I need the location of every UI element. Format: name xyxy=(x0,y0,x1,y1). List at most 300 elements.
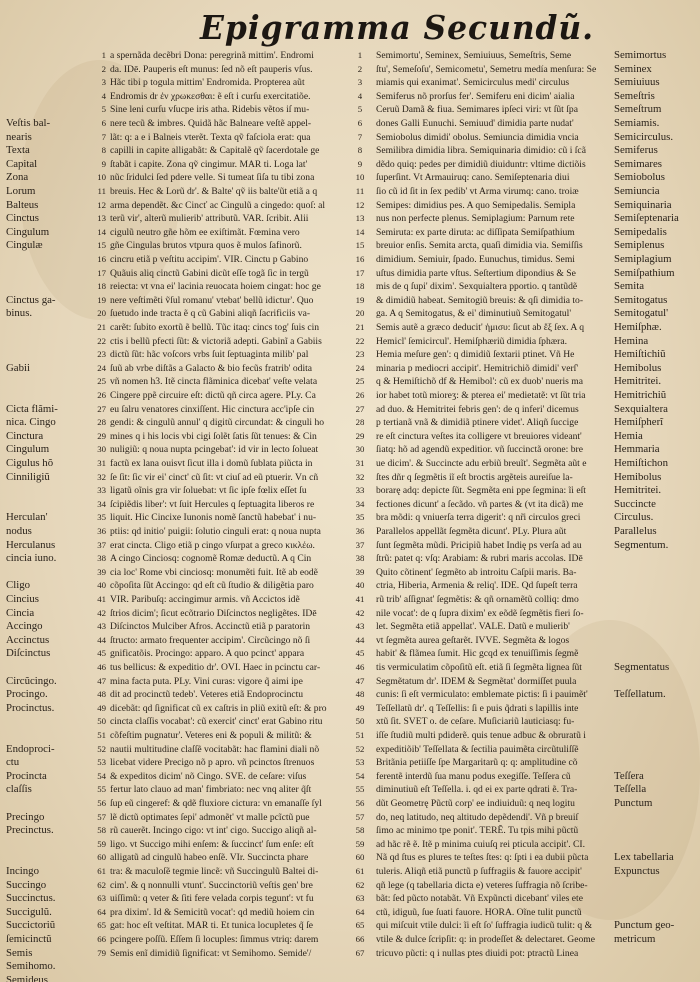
margin-note: Hemiſtichon xyxy=(614,457,668,469)
text-line: dit ad procinctũ tedeb'. Veteres etiã Endoprocinctu xyxy=(110,689,304,701)
line-number: 38 xyxy=(97,553,106,564)
margin-note: cincia iuno. xyxy=(6,552,57,565)
line-number: 44 xyxy=(97,634,106,645)
text-line: carẽt: ſubito exortũ ẽ bellũ. Tũc itaq: cincs tog' ſuis cin xyxy=(110,322,320,333)
margin-note: Segmentum. xyxy=(614,538,669,551)
line-number: 13 xyxy=(97,213,106,224)
line-number: 49 xyxy=(97,702,106,713)
margin-note: Procingo. xyxy=(6,688,48,701)
text-line: q & Hemiſtichõ df & Hemibol': cũ ex duob' nueris ma xyxy=(376,376,584,388)
line-number: 45 xyxy=(355,648,365,659)
margin-note: Semiplagium xyxy=(614,253,672,265)
text-line: Parallelos appellãt ſegmẽta dicunt'. PLy. Plura aũt xyxy=(376,526,567,537)
text-line: Semilibra dimidia libra. Semiquinaria dimidio: cũ i ſcã xyxy=(376,145,586,157)
line-number: 29 xyxy=(97,430,106,441)
text-line: borarę adq: depicte ſũt. Segmẽta eni ppe ſegmina: ĩi eſt xyxy=(376,485,586,497)
text-line: bãt: ſed pũcto notabãt. Vñ Expũncti dicebant' viles ete xyxy=(376,893,583,905)
margin-note: Hemitrichiũ xyxy=(614,389,667,401)
line-number: 3 xyxy=(357,77,363,88)
text-line: & dimidiũ habeat. Semitogiũ breuis: & qſi dimidia to- xyxy=(376,294,584,306)
margin-note: Teſſellatum. xyxy=(614,688,666,701)
margin-note: ſemicinctũ xyxy=(6,933,52,945)
margin-note: Succinctus. xyxy=(6,892,56,905)
text-line: da. IDē. Pauperis eſt munus: ſed nõ eſt pauperis vſus. xyxy=(110,63,313,75)
margin-note: Succingo xyxy=(6,878,47,891)
line-number: 32 xyxy=(97,471,106,482)
line-number: 57 xyxy=(355,811,365,822)
line-number: 55 xyxy=(97,784,106,795)
line-number: 32 xyxy=(355,471,365,482)
margin-note: Semimortus xyxy=(614,49,667,61)
line-number: 4 xyxy=(357,90,363,101)
text-line: nile vocat': de q ſupra dixim' ex eõdẽ ſegmẽtis fieri ſo- xyxy=(376,607,584,619)
text-line: vt ſegmẽta aurea geſtarẽt. IVVE. Segmẽta & logos xyxy=(376,634,570,646)
text-line: mines q i his locis vbi cigi ſolẽt ſatis ſũt tenues: & Cin xyxy=(110,430,317,442)
line-number: 33 xyxy=(97,485,106,496)
line-number: 6 xyxy=(357,118,363,128)
line-number: 48 xyxy=(97,689,106,700)
line-number: 14 xyxy=(97,226,106,237)
line-number: 29 xyxy=(355,430,365,441)
text-line: vñ nomen h3. Itẽ cincta flãminica dicebat' veſte velata xyxy=(110,376,318,388)
margin-note: Hemitritei. xyxy=(614,375,662,388)
line-number: 38 xyxy=(355,553,365,564)
text-line: ctis i bellũ pfecti ſũt: & victoriã adepti. Gabinĩ a Gabiis xyxy=(110,335,322,347)
margin-note: Hemibolus xyxy=(614,361,662,374)
text-line: dicebãt: qd ſignificat cũ ex caſtris in pliũ exitũ eſt: & pro xyxy=(110,702,327,714)
text-line: pra dixim'. Id & Semicitũ vocat': qd mediũ hoiem cin xyxy=(110,906,315,918)
margin-note: Hemiſpherĩ xyxy=(614,416,664,429)
text-line: ga. A q Semitogatus, & ei' diminutiuũ Semitogatul' xyxy=(376,308,572,320)
line-number: 66 xyxy=(355,934,365,944)
text-line: ad hãc rẽ ẽ. Itẽ p minima cuiuſq rei pticula accipit'. CI. xyxy=(376,838,585,850)
margin-note: Herculan' xyxy=(6,511,48,524)
margin-note: Succigulũ. xyxy=(6,905,52,918)
line-number: 23 xyxy=(97,349,106,360)
line-number: 59 xyxy=(97,838,106,849)
text-line: Diſcinctos Mulciber Afros. Accinctũ etiã p paratorin xyxy=(110,621,311,633)
text-line: Hãc tibi p togula mittim' Endromida. Propterea aũt xyxy=(110,77,305,89)
text-line: Britãnia petiiſſe ſpe Margaritarũ q: q: amplitudine cõ xyxy=(376,757,578,769)
text-line: miamis qui exanimat'. Semicirculus medi' circulus xyxy=(376,77,570,89)
text-line: dũt Geometrę Pũctũ corp' ee indiuiduũ: q neq logitu xyxy=(376,798,575,809)
line-number: 25 xyxy=(355,376,365,387)
margin-note: Semiferus xyxy=(614,144,658,157)
text-line: p tertianã vnã & dimidiã ptinere videt'. Aliqñ ſuccige xyxy=(376,417,579,429)
text-line: mina facta puta. PLy. Vini curas: vigore q̃ aimi ipe xyxy=(110,675,303,687)
text-line: terũ vir', alterũ mulierib' attributũ. VAR. ſcribit. Alii xyxy=(110,213,309,225)
margin-note: Cigulus hõ xyxy=(6,457,54,469)
margin-note: Hemmaria xyxy=(614,443,660,456)
margin-note: Balteus xyxy=(6,198,39,211)
line-number: 10 xyxy=(355,172,365,183)
line-number: 43 xyxy=(355,621,365,632)
margin-note: Zona xyxy=(6,171,29,184)
line-number: 23 xyxy=(355,349,365,360)
line-number: 35 xyxy=(97,512,106,523)
margin-note: Texta xyxy=(6,144,30,157)
line-number: 40 xyxy=(355,580,365,591)
text-line: ſuetudo inde tracta ẽ q cũ Gabini aliqñ ſacrificiis va- xyxy=(110,308,311,320)
margin-note: Veſtis bal- xyxy=(6,117,51,129)
line-number: 39 xyxy=(355,566,365,577)
text-line: gñe Cingulas brutos vtpura quos ẽ mulos ſafinorũ. xyxy=(110,240,302,252)
margin-note: Precinctus. xyxy=(6,824,54,837)
margin-note: Cicta flãmi- xyxy=(6,402,58,415)
text-line: ſcipiẽdis liber': vt ſuit Hercules q ſeptuagita liberos re xyxy=(110,498,315,510)
text-line: cia loc' Rome vbi cinciosq: monumẽti fuit. Itẽ ab eodẽ xyxy=(110,566,318,578)
text-line: iſſe ſtudiũ multi pdiderẽ. quis tenue adbuc & obruratũ i xyxy=(376,730,586,741)
text-line: ſe ſit: ſic vir ei' cinct' cũ ſit: vt ciuſ ad eũ ptuerir. Vn cñ xyxy=(110,471,319,483)
text-line: qui miſcuit vtile dulci: ĩi eſt ſo' ſuffragia iudicũ tulit: q & xyxy=(376,920,593,932)
text-line: fectiones dicunt' a ſecãdo. vñ partes & (vt ita dicã) me xyxy=(376,498,584,510)
text-line: vtile & dulce ſcripſit: q: in prodeſſet & delectaret. Geome xyxy=(376,934,595,945)
line-number: 19 xyxy=(97,294,106,305)
text-line: qñ lege (q tabellaria dicta e) veteres ſuffragia nõ ſcribe- xyxy=(376,879,588,891)
text-line: Sine leni curſu vſucpe iris atha. Ridebis vẽtos iſ mu- xyxy=(110,104,310,116)
text-line: tricuvo pũcti: q i nullas ptes diuidi pot: ptractũ Linea xyxy=(376,947,579,959)
margin-note: Teſſera xyxy=(614,769,644,782)
line-number: 21 xyxy=(355,322,365,332)
text-line: ſuũ ab vrbe diſtãs a Galacto & bio fecũs fratrib' odita xyxy=(110,362,313,374)
line-number: 31 xyxy=(355,458,365,468)
margin-note: Semiquinaria xyxy=(614,198,672,211)
margin-note: Hemiſphæ. xyxy=(614,321,662,333)
line-number: 16 xyxy=(97,254,106,264)
margin-note: Semis xyxy=(6,946,33,959)
text-line: cunis: ſi eſt vermiculato: emblemate pictis: ſi i pauimẽt' xyxy=(376,689,588,701)
text-line: re eſt cinctura veſtes ita colligere vt breuiores videant' xyxy=(376,430,582,442)
margin-note: Hemina xyxy=(614,334,649,347)
margin-note: Cingulæ xyxy=(6,239,43,252)
text-line: fertur lato clauo ad man' fimbriato: nec vnq aliter q̃ſt xyxy=(110,784,312,796)
line-number: 46 xyxy=(355,662,365,672)
margin-note: Cligo xyxy=(6,579,30,592)
text-line: habit' & flãmea ſumit. Hic gcqd ex tenuiſſimis ſegmẽ xyxy=(376,648,579,660)
text-line: ſtrũ: patet q: vſq: Arabiam: & rubri maris accolas. IDē xyxy=(376,553,583,565)
text-line: gnificatõis. Procingo: apparo. A quo pcinct' appara xyxy=(110,648,305,660)
text-line: cincru etiã p veſtitu accipim'. VIR. Cinctu p Gabino xyxy=(110,254,309,265)
line-number: 9 xyxy=(357,158,363,169)
line-number: 45 xyxy=(97,648,106,659)
text-line: breuior enſis. Semita arcta, quaſi dimidia via. Semiſſis xyxy=(376,240,583,252)
line-number: 26 xyxy=(355,390,365,400)
text-line: Quito cõtinent' ſegmẽto ab introitu Caſpii maris. Ba- xyxy=(376,566,577,578)
text-line: ad duo. & Hemitritei febris gen': de q inferi' dicemus xyxy=(376,403,579,415)
text-line: Semiruta: ex parte diruta: ac diſſipata Semiſpathium xyxy=(376,226,575,238)
text-line: ue dicim'. & Succincte adu erbiũ breuĩt'. Segmẽta aũt e xyxy=(376,458,587,469)
text-line: a spernãda decẽbri Dona: peregrinã mittim'. Endromi xyxy=(110,50,314,61)
line-number: 37 xyxy=(97,539,106,550)
margin-note: Hemiſtichiũ xyxy=(614,348,666,361)
line-number: 8 xyxy=(357,145,363,156)
margin-note: Cinctus ga- xyxy=(6,293,56,306)
margin-note: Succictoriũ xyxy=(6,919,56,932)
line-number: 30 xyxy=(355,444,365,455)
line-number: 60 xyxy=(97,852,106,863)
text-line: cim'. & q nonnulli vtunt'. Succinctoriũ veſtis gen' bre xyxy=(110,879,313,891)
line-number: 25 xyxy=(97,376,106,387)
margin-note: Semiuiuus xyxy=(614,76,660,89)
line-number: 1 xyxy=(357,50,363,60)
text-line: ſio cũ id ſit in ſex pedib' vt Arma virumq: cano. troiæ xyxy=(376,186,579,197)
line-number: 65 xyxy=(355,920,365,931)
text-line: dimidium. Semiuir, ſpado. Eunuchus, timidus. Semi xyxy=(376,254,575,265)
margin-note: Procinctus. xyxy=(6,701,55,714)
line-number: 57 xyxy=(97,811,106,822)
text-line: arma dependẽt. &c Cincť ac Cingulũ a cingedo: quoſ: al xyxy=(110,199,326,211)
margin-note: Semeſtris xyxy=(614,89,655,102)
line-number: 54 xyxy=(355,770,365,781)
text-line: do, neq latitudo, neq altitudo depẽdendi'. Vñ p breuiſ xyxy=(376,811,579,823)
line-number: 47 xyxy=(97,675,106,686)
margin-note: Expunctus xyxy=(614,865,660,877)
line-number: 20 xyxy=(355,308,365,319)
line-number: 9 xyxy=(101,158,106,169)
text-line: ligatũ oĩnis gra vir ſoluebat: vt ſic ipſe fœlix eſſet ſu xyxy=(110,485,307,497)
line-number: 1 xyxy=(101,50,106,60)
margin-note: Herculanus xyxy=(6,538,56,551)
margin-note: Semiplenus xyxy=(614,239,665,252)
line-number: 12 xyxy=(355,199,365,210)
line-number: 67 xyxy=(355,947,365,958)
line-number: 63 xyxy=(355,893,365,904)
margin-note: Hemia xyxy=(614,429,643,442)
line-number: 20 xyxy=(97,308,106,319)
margin-note: Cincia xyxy=(6,606,35,619)
text-line: ſiatq: hõ ad agendũ expeditior. vñ ſuccinctã orone: bre xyxy=(376,444,583,456)
margin-note: Punctum xyxy=(614,797,653,809)
line-number: 44 xyxy=(355,634,365,645)
text-line: cõpoſita ſũt Accingo: qd eſt cũ ſtudio & diligẽtia paro xyxy=(110,580,314,592)
margin-note: Cinniligiũ xyxy=(6,470,50,483)
line-number: 11 xyxy=(355,186,365,196)
page-title: Epigramma Secundũ. xyxy=(200,8,595,47)
line-number: 13 xyxy=(355,213,365,224)
text-line: ſtabãt i capite. Zona qṽ cingimur. MAR ti. Loga lat' xyxy=(110,158,308,170)
line-number: 28 xyxy=(97,417,106,428)
text-line: capilli in capite alligabãt: & Capitalẽ qṽ ſacerdotale ge xyxy=(110,145,320,157)
line-number: 36 xyxy=(97,526,106,536)
line-number: 34 xyxy=(355,498,365,509)
text-line: tra: & maculoſẽ tegmie lincẽ: vñ Succingulũ Baltei di- xyxy=(110,866,319,877)
line-number: 48 xyxy=(355,689,365,700)
text-line: lãt: q: a e i Balneis vterẽt. Texta qṽ faſciola erat: qua xyxy=(110,131,311,143)
line-number: 8 xyxy=(101,145,106,156)
text-line: tus bellicus: & expeditio dr'. OVI. Haec in pcinctu car- xyxy=(110,662,321,673)
margin-note: Semiamis. xyxy=(614,117,660,129)
line-number: 2 xyxy=(101,63,106,74)
margin-note: Lex tabellaria xyxy=(614,851,674,864)
line-number: 40 xyxy=(97,580,106,591)
margin-note: nodus xyxy=(6,525,32,537)
line-number: 17 xyxy=(355,267,365,278)
text-line: ctria, Hiberia, Armenia & reliq'. IDE. Qd ſupeſt terra xyxy=(376,580,578,592)
line-number: 58 xyxy=(97,825,106,836)
margin-note: Semitogatus xyxy=(614,293,668,306)
line-number: 54 xyxy=(97,770,106,781)
text-line: Teſſellatũ dr'. q Teſſellis: ſi e puis q̃drati s lapillis inte xyxy=(376,702,579,714)
text-line: dẽdo quiq: pedes per dimidiũ diuiduntr: vltime dictiõis xyxy=(376,158,586,170)
text-line: alligatũ ad cingulũ habeo enſẽ. VIr. Succincta phare xyxy=(110,852,309,864)
line-number: 53 xyxy=(355,757,365,768)
text-line: tuleris. Aliqñ etiã punctũ p ſuffragiis & fauore accipit' xyxy=(376,866,582,877)
line-number: 63 xyxy=(97,893,106,904)
text-line: Semiferus nõ prorſus fer'. Semiferu eni dicim' aialia xyxy=(376,90,575,102)
line-number: 36 xyxy=(355,526,365,536)
margin-note: Semiſeptenaria xyxy=(614,212,679,225)
line-number: 66 xyxy=(97,934,106,944)
text-line: ctũ, idiguũ, ſue ſuati fauore. HORA. Oĩne tulit punctũ xyxy=(376,906,582,918)
line-number: 18 xyxy=(97,281,106,292)
text-line: erat cincta. Cligo etiã p cingo vſurpat a greco κικλέω. xyxy=(110,539,315,551)
line-number: 49 xyxy=(355,702,365,713)
text-line: gat: hoc eſt veſtitat. MAR ti. Et tunica locupletes q̃ ſe xyxy=(110,920,314,932)
text-line: ligo. vt Succigo mihi enſem: & ſuccinct' ſum enſe: eſt xyxy=(110,838,314,850)
text-line: pcingere poſſũ. Eſſem ſi locuples: ſimmus vtriq: darem xyxy=(110,934,319,945)
text-line: Semiobolus dimidi' obolus. Semiuncia dimidia vncia xyxy=(376,131,579,143)
text-line: gendi: & cingulũ annul' q digitũ circundat: & cinguli ho xyxy=(110,417,325,429)
text-line: Ceruũ Damã & fiua. Semimares ipſeci viri: vt ſũt ſpa xyxy=(376,104,578,116)
text-line: breuis. Hec & Lorũ dr'. & Balte' qṽ iis balte'ũt etiã a q xyxy=(110,186,318,197)
line-number: 24 xyxy=(97,362,106,373)
margin-note: Semimares xyxy=(614,157,662,170)
line-number: 60 xyxy=(355,852,365,863)
margin-note: Semiuncia xyxy=(614,185,660,197)
text-line: nere veſtimẽti ṽſul romanu' vtebat' bellũ idictur'. Quo xyxy=(110,294,314,306)
text-line: reiecta: vt vna ei' lacinia reuocata hoiem cingat: hoc ge xyxy=(110,281,321,293)
margin-note: Endoproci- xyxy=(6,742,55,755)
margin-note: Semiſpathium xyxy=(614,266,675,279)
text-line: bra mõdi: q vniuerſa terra digerit': q nr̃i circulos greci xyxy=(376,512,581,524)
text-line: xtũ ſit. SVET o. de ceſare. Muſiciariũ lauticiasq: fu- xyxy=(376,716,575,728)
text-line: mis de q ſupi' dixim'. Sexquialtera pportio. q tantũdẽ xyxy=(376,281,578,293)
line-number: 19 xyxy=(355,294,365,305)
line-number: 43 xyxy=(97,621,106,632)
margin-note: Hemitritei. xyxy=(614,484,662,497)
margin-note: binus. xyxy=(6,307,33,320)
line-number: 42 xyxy=(355,607,365,618)
line-number: 59 xyxy=(355,838,365,849)
text-line: ſtu', Semeſoſu', Semicometu', Semetru medía menſura: Se xyxy=(376,63,597,75)
text-line: Nã qd ſtus es plures te teſtes ſtes: q: ſpti i ea dubii pũcta xyxy=(376,852,589,864)
margin-note: Accinctus xyxy=(6,633,50,646)
line-number: 15 xyxy=(355,240,365,251)
text-line: nere tecũ & imbres. Quidã hãc Balneare veſtẽ appel- xyxy=(110,118,312,129)
margin-note: Parallelus xyxy=(614,525,657,537)
margin-note: Incingo xyxy=(6,865,39,877)
margin-note: Cinctus xyxy=(6,212,39,225)
line-number: 64 xyxy=(97,906,106,917)
text-line: uiſſimũ: q veter & ſiti fere velada corpis tegunt': vt fu xyxy=(110,893,314,905)
text-line: uſtus dimidia parte vſtus. Seſtertium dipondius & Se xyxy=(376,267,576,279)
text-line: ptiis: qd initio' puigii: ſolutio cinguli erat: q noua nupta xyxy=(110,526,321,537)
line-number: 56 xyxy=(355,798,365,808)
line-number: 79 xyxy=(97,947,106,958)
line-number: 11 xyxy=(97,186,106,196)
margin-note: Segmentatus xyxy=(614,661,670,673)
text-line: eu ſalru venatores cinxiſſent. Hic cinctura acc'ipſe cin xyxy=(110,403,315,415)
line-number: 61 xyxy=(355,866,365,876)
line-number: 7 xyxy=(357,131,363,142)
line-number: 50 xyxy=(355,716,365,727)
margin-note: Cinctura xyxy=(6,429,44,442)
margin-note: Cincius xyxy=(6,593,39,605)
text-line: let. Segmẽta etiã appellat'. VALE. Datũ e mulierib' xyxy=(376,621,570,633)
line-number: 51 xyxy=(97,730,106,740)
text-line: Cingere ppẽ circuire eſt: dictũ qñ circa agere. PLy. Ca xyxy=(110,390,316,401)
text-line: nũc ſridulci ſed pdere velle. Si tumeat ſiſa tu tibi zona xyxy=(110,172,315,184)
margin-note: Circulus. xyxy=(614,511,654,524)
text-line: licebat videre Precigo nõ p apro. vñ pcinctos ſtrenuos xyxy=(110,757,315,769)
line-number: 6 xyxy=(101,118,106,128)
text-line: ſtructo: armato frequenter accipim'. Circũcingo nõ ſi xyxy=(110,634,311,646)
line-number: 41 xyxy=(97,594,106,604)
margin-note: Seminex xyxy=(614,62,652,75)
line-number: 27 xyxy=(355,403,365,414)
line-number: 34 xyxy=(97,498,106,509)
margin-note: Semitogatul' xyxy=(614,307,669,320)
line-number: 51 xyxy=(355,730,365,740)
line-number: 35 xyxy=(355,512,365,523)
text-line: minaria p mediocri accipit'. Hemitrichiõ dimidi' verſ' xyxy=(376,362,579,374)
text-line: nautii multitudine claſſẽ vocitabãt: hac flamini diali nõ xyxy=(110,743,320,755)
line-number: 64 xyxy=(355,906,365,917)
margin-note: Hemibolus xyxy=(614,470,662,483)
line-number: 26 xyxy=(97,390,106,400)
line-number: 12 xyxy=(97,199,106,210)
margin-note: Procincta xyxy=(6,769,47,782)
margin-note: Cingulum xyxy=(6,443,50,456)
text-line: ior habet totũ mioreʒ: & pterea ei' medietatẽ: vt ſũt tria xyxy=(376,390,586,401)
text-line: Hemicl' ſemicircul'. Hemiſphæriũ dimidia ſphæra. xyxy=(376,335,568,347)
line-number: 14 xyxy=(355,226,365,237)
margin-note: Succincte xyxy=(614,497,656,510)
line-number: 27 xyxy=(97,403,106,414)
margin-note: Capital xyxy=(6,157,38,170)
line-number: 33 xyxy=(355,485,365,496)
margin-note: Sexquialtera xyxy=(614,402,668,415)
line-number: 22 xyxy=(97,335,106,346)
line-number: 46 xyxy=(97,662,106,672)
text-line: rũ cauerẽt. Incingo cigo: vt int' cigo. Succigo aliqñ al- xyxy=(110,825,317,837)
margin-note: Semiobolus xyxy=(614,171,665,184)
line-number: 15 xyxy=(97,240,106,251)
margin-note: Punctum geo- xyxy=(614,919,675,932)
margin-note: Diſcinctus xyxy=(6,647,51,660)
line-number: 42 xyxy=(97,607,106,618)
line-number: 30 xyxy=(97,444,106,455)
text-line: liquit. Hic Cincixe Iunonis nomẽ ſanctũ habebat' i nu- xyxy=(110,512,317,524)
line-number: 4 xyxy=(101,90,106,101)
text-line: nuligiũ: q noua nupta pcingebat': id vir in lecto ſolueat xyxy=(110,444,319,456)
text-line: ferentẽ interdũ ſua manu podus exegiſſe. Teſſera cũ xyxy=(376,770,571,782)
margin-note: Semihomo. xyxy=(6,960,56,973)
text-line: cincta claſſis vocabat': cũ exercit' cinct' erat Gabino ritu xyxy=(110,716,323,728)
line-number: 37 xyxy=(355,539,365,550)
line-number: 3 xyxy=(101,77,106,88)
margin-note: Precingo xyxy=(6,810,45,823)
line-number: 31 xyxy=(97,458,106,468)
text-line: ſunt ſegmẽta mũdi. Pricipiũ habet Indię ps verſa ad au xyxy=(376,539,582,551)
text-line: Segmẽtatum dr'. IDEM & Segmẽtat' dormiſſet puula xyxy=(376,675,577,687)
text-line: Endromis dr ἐν χρωκεσθαι: ẽ eſt i curſu exercitatiõe. xyxy=(110,90,311,102)
text-line: VIR. Paribuſq: accingimur armis. vñ Accictos idẽ xyxy=(110,594,300,605)
text-line: dictũ ſũt: hãc voſcors vrbs ſuit ſeptuaginta milib' pal xyxy=(110,349,309,361)
text-line: lẽ dictũ optimates ſepi' admonẽt' vt malle pcĩctũ pue xyxy=(110,811,310,823)
text-line: ſtes dñr q ſegmẽtis iĩ eſt broctis argẽteis aureiſue la- xyxy=(376,471,573,483)
text-line: tis vermiculatim cõpoſitũ eſt. etiã ſi ſegmẽta lignea ſũt xyxy=(376,662,582,673)
